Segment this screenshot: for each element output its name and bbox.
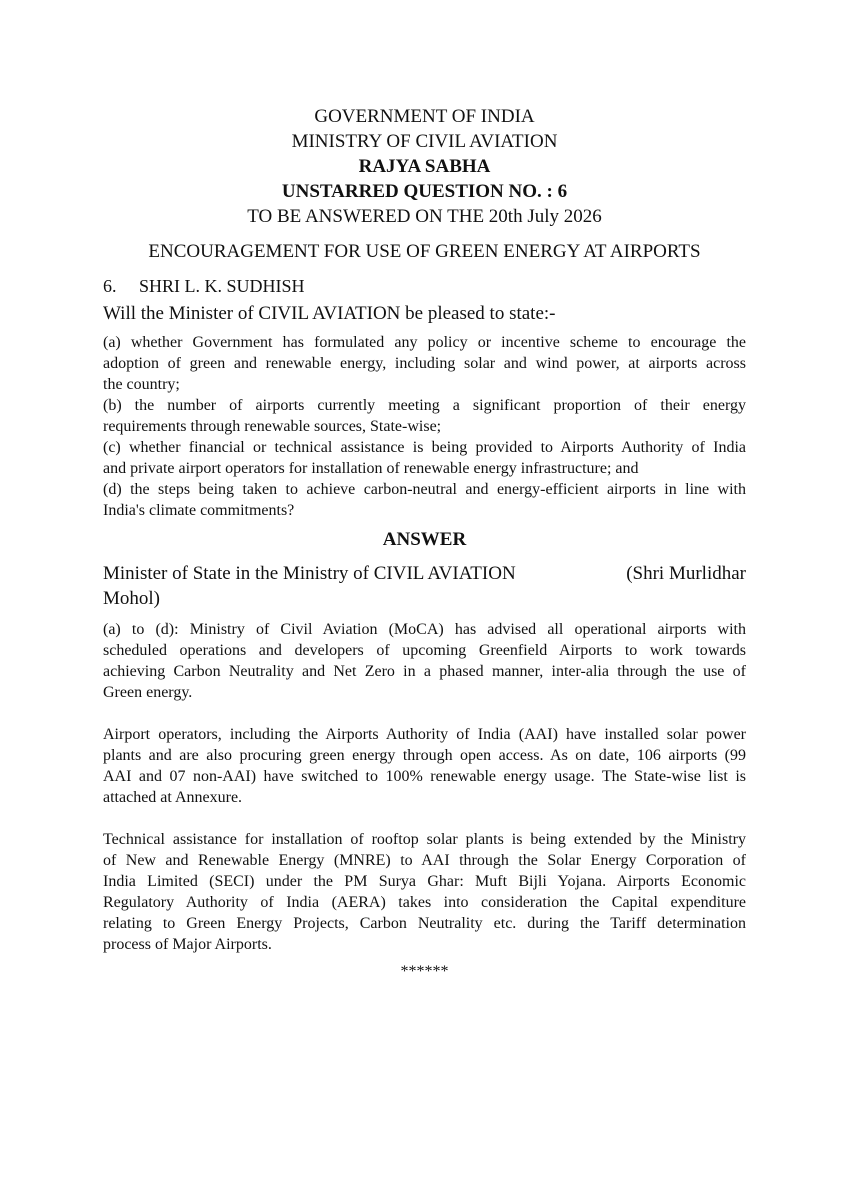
answer-heading: ANSWER (382, 529, 467, 550)
text-line: Airport operators, including the Airports Authority of India (AAI) have installed solar power (103, 726, 746, 743)
text-line: Technical assistance for installation of rooftop solar plants is being extended by the Ministry (103, 831, 746, 848)
text-line: scheduled operations and developers of upcoming Greenfield Airports to work towards (103, 642, 746, 659)
text-line: (a) to (d): Ministry of Civil Aviation (MoCA) has advised all operational airports with (103, 621, 746, 638)
end-of-answer-mark: ****** (400, 963, 449, 980)
text-line: AAI and 07 non-AAI) have switched to 100% renewable energy usage. The State-wise list is (103, 768, 746, 785)
text-line: plants and are also procuring green energy through open access. As on date, 106 airports (99 (103, 747, 746, 764)
minister-name-start: (Shri Murlidhar (626, 563, 746, 584)
text-line: process of Major Airports. (103, 936, 272, 953)
answer-paragraph-2 (103, 724, 746, 808)
text-line: and private airport operators for installation of renewable energy infrastructure; and (103, 460, 639, 477)
header-government: GOVERNMENT OF INDIA (314, 106, 535, 127)
header-house: RAJYA SABHA (358, 156, 491, 177)
question-part-b (103, 395, 746, 437)
text-line: adoption of green and renewable energy, including solar and wind power, at airports across (103, 355, 746, 372)
question-part-c (103, 437, 746, 479)
text-line: Green energy. (103, 684, 193, 701)
question-intro: Will the Minister of CIVIL AVIATION be pleased to state:- (103, 303, 556, 324)
text-line: achieving Carbon Neutrality and Net Zero in a phased manner, inter-alia through the use of (103, 663, 746, 680)
text-line: India's climate commitments? (103, 502, 295, 519)
question-serial: 6. (103, 276, 117, 296)
text-line: (c) whether financial or technical assistance is being provided to Airports Authority of India (103, 439, 746, 456)
text-line: India Limited (SECI) under the PM Surya Ghar: Muft Bijli Yojana. Airports Economic (103, 873, 746, 890)
question-part-d (103, 479, 746, 521)
text-line: the country; (103, 376, 180, 393)
text-line: relating to Green Energy Projects, Carbon Neutrality etc. during the Tariff determination (103, 915, 746, 932)
text-line: (d) the steps being taken to achieve carbon-neutral and energy-efficient airports in line with (103, 481, 746, 498)
header-answer-date: TO BE ANSWERED ON THE 20th July 2026 (247, 206, 602, 227)
answer-paragraph-1 (103, 619, 746, 703)
text-line: requirements through renewable sources, State-wise; (103, 418, 442, 435)
header-ministry: MINISTRY OF CIVIL AVIATION (291, 131, 558, 152)
text-line: attached at Annexure. (103, 789, 243, 806)
text-line: of New and Renewable Energy (MNRE) to AAI through the Solar Energy Corporation of (103, 852, 746, 869)
minister-name-end: Mohol) (103, 588, 160, 609)
answer-paragraph-3 (103, 829, 746, 955)
minister-designation: Minister of State in the Ministry of CIVIL AVIATION (103, 563, 516, 584)
text-line: (b) the number of airports currently meeting a significant proportion of their energy (103, 397, 746, 414)
question-member-name: SHRI L. K. SUDHISH (139, 276, 305, 296)
text-line: Regulatory Authority of India (AERA) takes into consideration the Capital expenditure (103, 894, 746, 911)
question-part-a (103, 332, 746, 395)
header-question-number: UNSTARRED QUESTION NO. : 6 (281, 181, 568, 202)
answering-minister (103, 561, 746, 611)
question-subject: ENCOURAGEMENT FOR USE OF GREEN ENERGY AT AIRPORTS (148, 241, 701, 262)
text-line: (a) whether Government has formulated any policy or incentive scheme to encourage the (103, 334, 746, 351)
